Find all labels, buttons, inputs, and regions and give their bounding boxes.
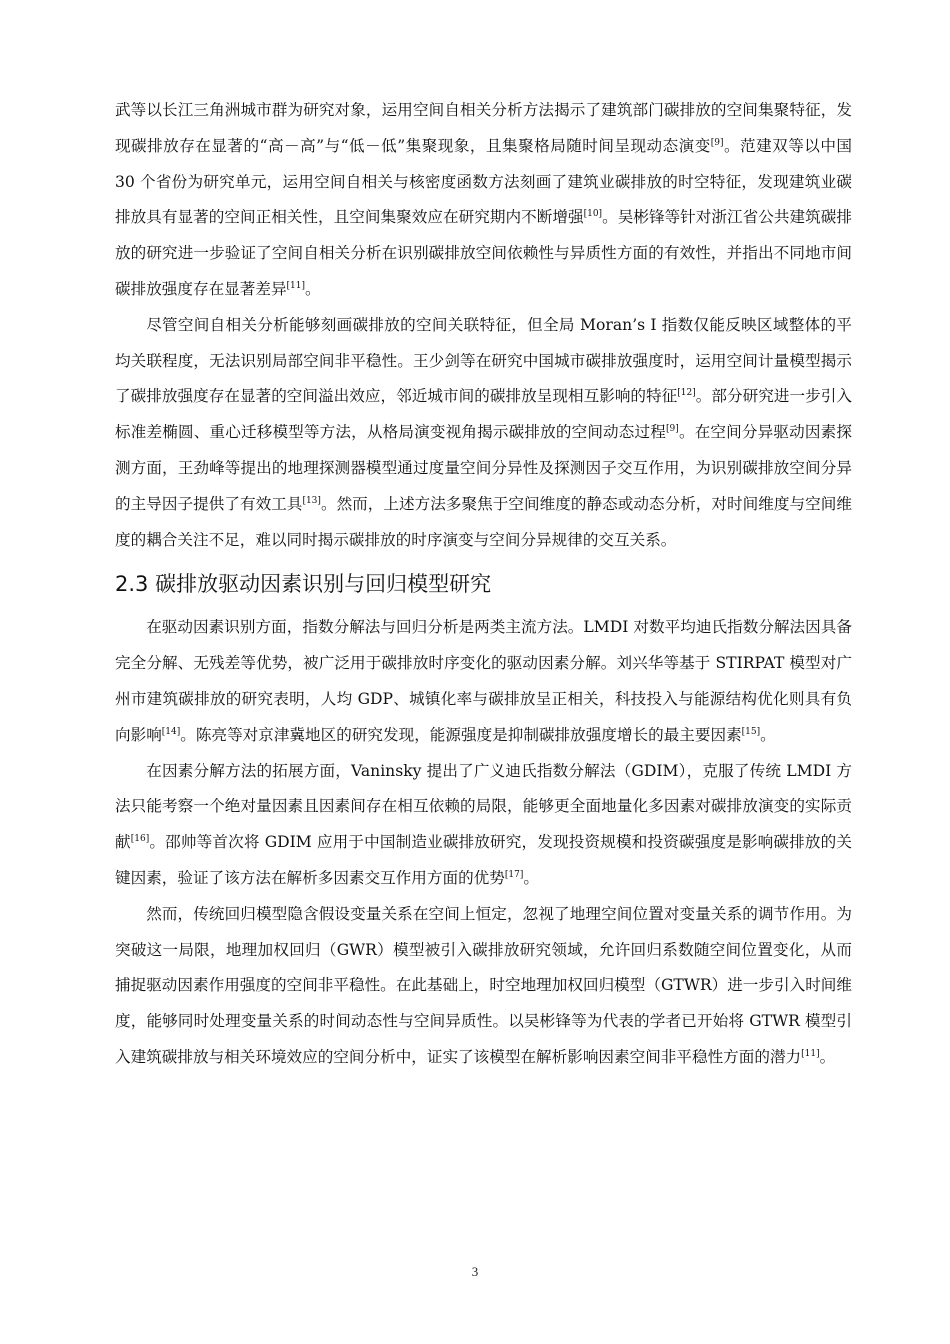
paragraph-text: 。然而，上述方法多聚焦于空间维度的静态或动态分析，对时间维度与空间维度的耦合关注不足，难以同时揭示碳排放的时序演变与空间分异规律的交互关系。 <box>115 494 852 549</box>
paragraph-text: 武等以长江三角洲城市群为研究对象，运用空间自相关分析方法揭示了建筑部门碳排放的空间集聚特征，发现碳排放存在显著的“高－高”与“低－低”集聚现象，且集聚格局随时间呈现动态演变 <box>115 101 852 155</box>
citation-ref: [10] <box>583 209 603 220</box>
body-paragraph <box>115 610 852 753</box>
paragraph-text: 在驱动因素识别方面，指数分解法与回归分析是两类主流方法。LMDI 对数平均迪氏指数分解法因具备完全分解、无残差等优势，被广泛用于碳排放时序变化的驱动因素分解。刘兴华等基于 STIRPAT 模型对广州市建筑碳排放的研究表明，人均 GDP、城镇化率与碳排放呈正相关，科技投入与能源结构优化则具有负向影响 <box>115 618 852 744</box>
citation-ref: [17] <box>504 869 524 880</box>
citation-ref: [14] <box>161 726 181 737</box>
paragraph-text: 。吴彬锋等针对浙江省公共建筑碳排放的研究进一步验证了空间自相关分析在识别碳排放空间依赖性与异质性方面的有效性，并指出不同地市间碳排放强度存在显著差异 <box>115 208 852 298</box>
citation-ref: [15] <box>741 726 761 737</box>
paragraph-text: 。在空间分异驱动因素探测方面，王劲峰等提出的地理探测器模型通过度量空间分异性及探测因子交互作用，为识别碳排放空间分异的主导因子提供了有效工具 <box>115 423 852 513</box>
paragraph-text: 。部分研究进一步引入标准差椭圆、重心迁移模型等方法，从格局演变视角揭示碳排放的空间动态过程 <box>115 387 852 442</box>
body-paragraph <box>115 897 852 1076</box>
paragraph-text: 。 <box>305 279 321 298</box>
page-number: 3 <box>471 1264 479 1279</box>
paragraph-text: 然而，传统回归模型隐含假设变量关系在空间上恒定，忽视了地理空间位置对变量关系的调节作用。为突破这一局限，地理加权回归（GWR）模型被引入碳排放研究领域，允许回归系数随空间位置变化，从而捕捉驱动因素作用强度的空间非平稳性。在此基础上，时空地理加权回归模型（GTWR）进一步引入时间维度，能够同时处理变量关系的时间动态性与空间异质性。以吴彬锋等为代表的学者已开始将 GTWR 模型引入建筑碳排放与相关环境效应的空间分析中，证实了该模型在解析影响因素空间非平稳性方面的潜力 <box>115 904 852 1066</box>
page-body <box>115 93 852 1076</box>
body-paragraph <box>115 308 852 559</box>
citation-ref: [11] <box>286 280 306 291</box>
paragraph-text: 。陈亮等对京津冀地区的研究发现，能源强度是抑制碳排放强度增长的最主要因素 <box>180 725 742 744</box>
citation-ref: [11] <box>801 1048 820 1059</box>
paragraph-text: 。范建双等以中国 30 个省份为研究单元，运用空间自相关与核密度函数方法刻画了建筑业碳排放的时空特征，发现建筑业碳排放具有显著的空间正相关性，且空间集聚效应在研究期内不断增强 <box>115 136 852 227</box>
paragraph-text: 。 <box>819 1047 836 1066</box>
paragraph-text: 。 <box>760 725 776 744</box>
citation-ref: [9] <box>666 424 679 435</box>
body-paragraph <box>115 754 852 897</box>
citation-ref: [13] <box>302 495 321 506</box>
body-paragraph <box>115 93 852 308</box>
citation-ref: [12] <box>677 388 696 399</box>
paragraph-text: 。邵帅等首次将 GDIM 应用于中国制造业碳排放研究，发现投资规模和投资碳强度是影响碳排放的关键因素，验证了该方法在解析多因素交互作用方面的优势 <box>115 833 852 887</box>
citation-ref: [16] <box>130 834 150 845</box>
section-heading: 2.3 碳排放驱动因素识别与回归模型研究 <box>115 572 492 597</box>
paragraph-text: 在因素分解方法的拓展方面，Vaninsky 提出了广义迪氏指数分解法（GDIM），克服了传统 LMDI 方法只能考察一个绝对量因素且因素间存在相互依赖的局限，能够更全面地量化多因素对碳排放演变的实际贡献 <box>115 761 852 852</box>
citation-ref: [9] <box>710 137 724 148</box>
paragraph-text: 尽管空间自相关分析能够刻画碳排放的空间关联特征，但全局 Moran’s I 指数仅能反映区域整体的平均关联程度，无法识别局部空间非平稳性。王少剑等在研究中国城市碳排放强度时，运用空间计量模型揭示了碳排放强度存在显著的空间溢出效应，邻近城市间的碳排放呈现相互影响的特征 <box>115 315 852 406</box>
paragraph-text: 。 <box>523 868 539 887</box>
